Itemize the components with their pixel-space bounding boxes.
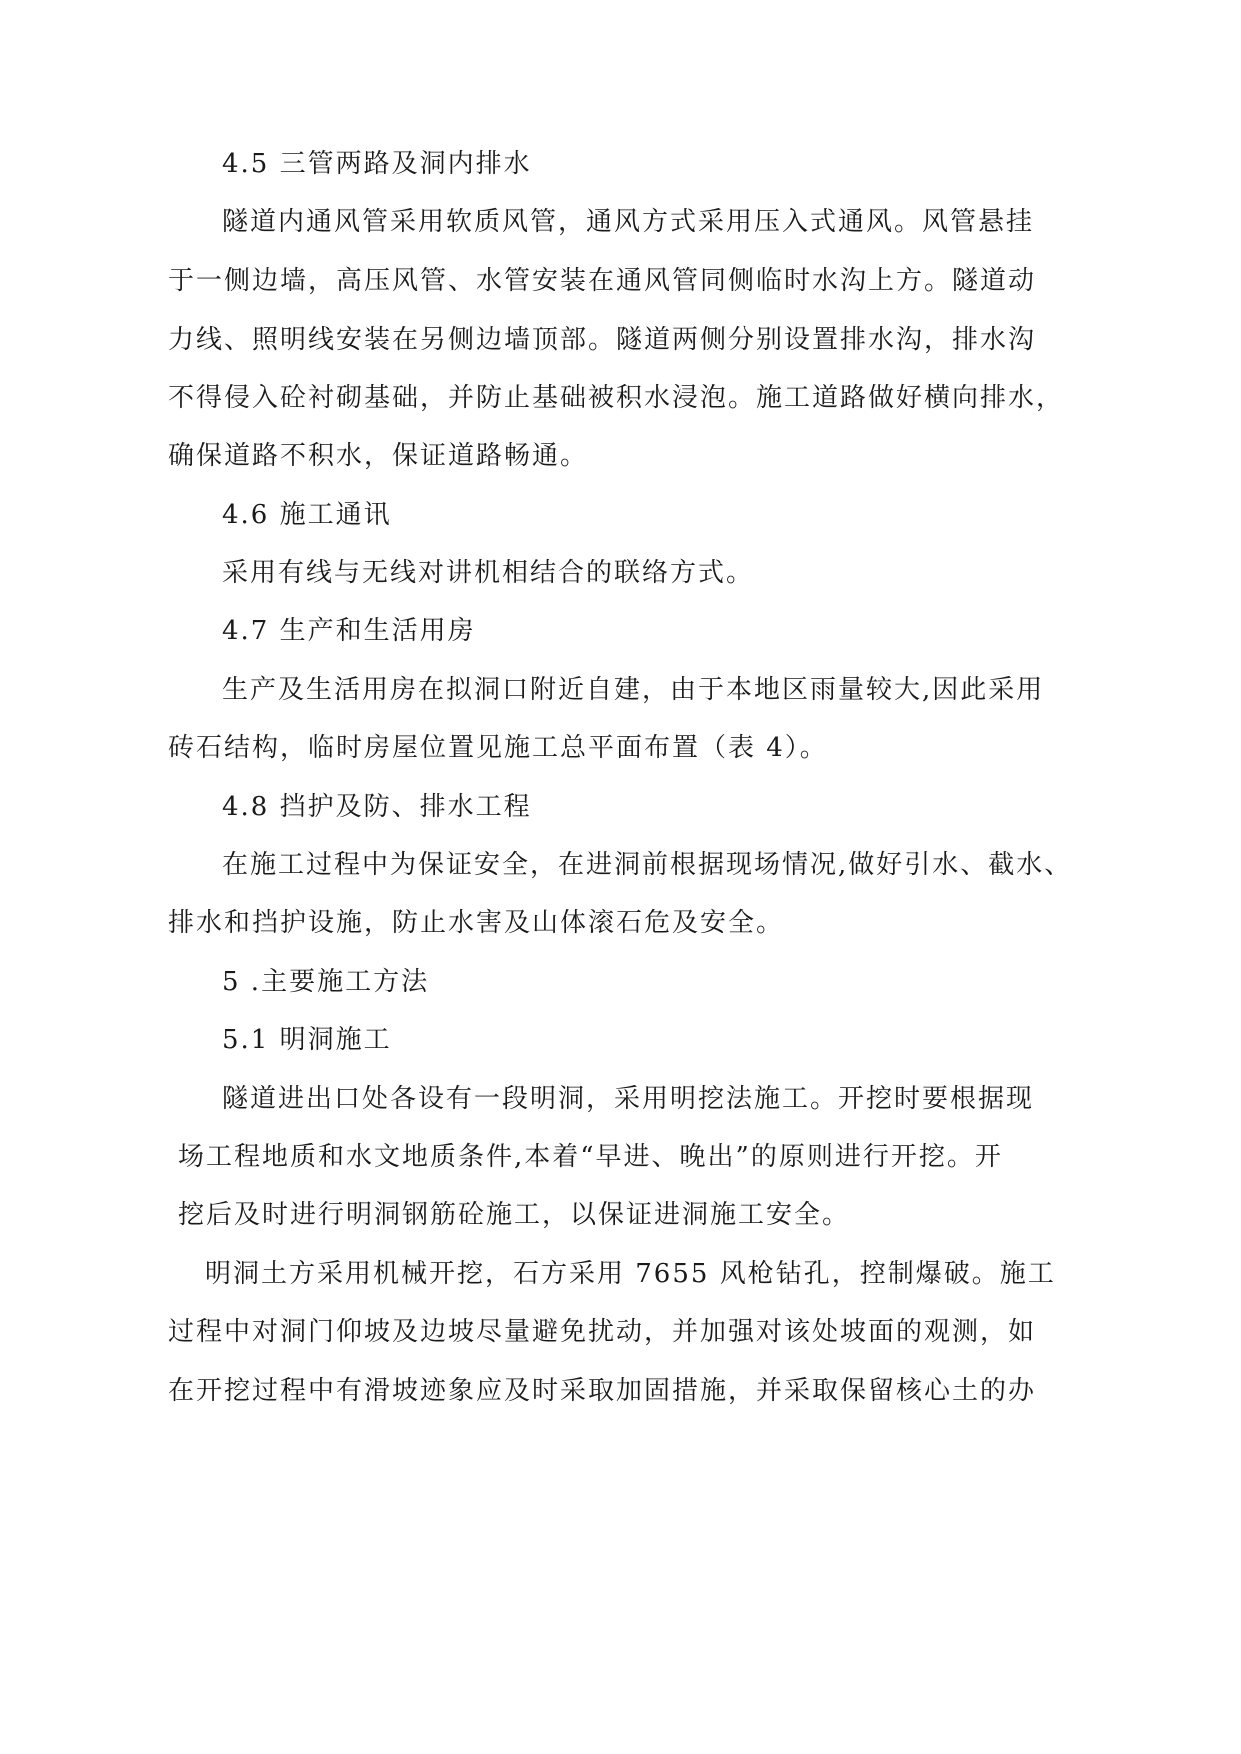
paragraph-line: 隧道内通风管采用软质风管，通风方式采用压入式通风。风管悬挂 [222,207,1035,237]
paragraph-line: 不得侵入砼衬砌基础，并防止基础被积水浸泡。施工道路做好横向排水， [168,383,1065,413]
section-heading-4-5: 4.5 三管两路及洞内排水 [222,149,532,179]
section-heading-4-8: 4.8 挡护及防、排水工程 [222,792,532,822]
section-heading-4-6: 4.6 施工通讯 [222,500,392,530]
paragraph-line: 场工程地质和水文地质条件,本着“早进、晚出”的原则进行开挖。开 [178,1142,1003,1172]
paragraph-line: 于一侧边墙，高压风管、水管安装在通风管同侧临时水沟上方。隧道动 [168,266,1037,296]
section-heading-5: 5 .主要施工方法 [222,967,430,997]
paragraph-line: 隧道进出口处各设有一段明洞，采用明挖法施工。开挖时要根据现 [222,1084,1035,1114]
paragraph-line: 确保道路不积水，保证道路畅通。 [168,441,589,471]
paragraph-line: 力线、照明线安装在另侧边墙顶部。隧道两侧分别设置排水沟，排水沟 [168,325,1037,355]
paragraph-line: 在施工过程中为保证安全，在进洞前根据现场情况,做好引水、截水、 [222,850,1073,880]
paragraph-line: 明洞土方采用机械开挖，石方采用 7655 风枪钻孔，控制爆破。施工 [205,1259,1056,1289]
paragraph-line: 在开挖过程中有滑坡迹象应及时采取加固措施，并采取保留核心土的办 [168,1376,1037,1406]
paragraph-line: 排水和挡护设施，防止水害及山体滚石危及安全。 [168,908,785,938]
paragraph-line: 生产及生活用房在拟洞口附近自建，由于本地区雨量较大,因此采用 [222,675,1045,705]
paragraph-line: 挖后及时进行明洞钢筋砼施工，以保证进洞施工安全。 [178,1200,851,1230]
paragraph-line: 砖石结构，临时房屋位置见施工总平面布置（表 4）。 [168,733,828,763]
section-heading-4-7: 4.7 生产和生活用房 [222,616,476,646]
paragraph-line: 过程中对洞门仰坡及边坡尽量避免扰动，并加强对该处坡面的观测，如 [168,1317,1037,1347]
paragraph-line: 采用有线与无线对讲机相结合的联络方式。 [222,558,755,588]
section-heading-5-1: 5.1 明洞施工 [222,1025,392,1055]
